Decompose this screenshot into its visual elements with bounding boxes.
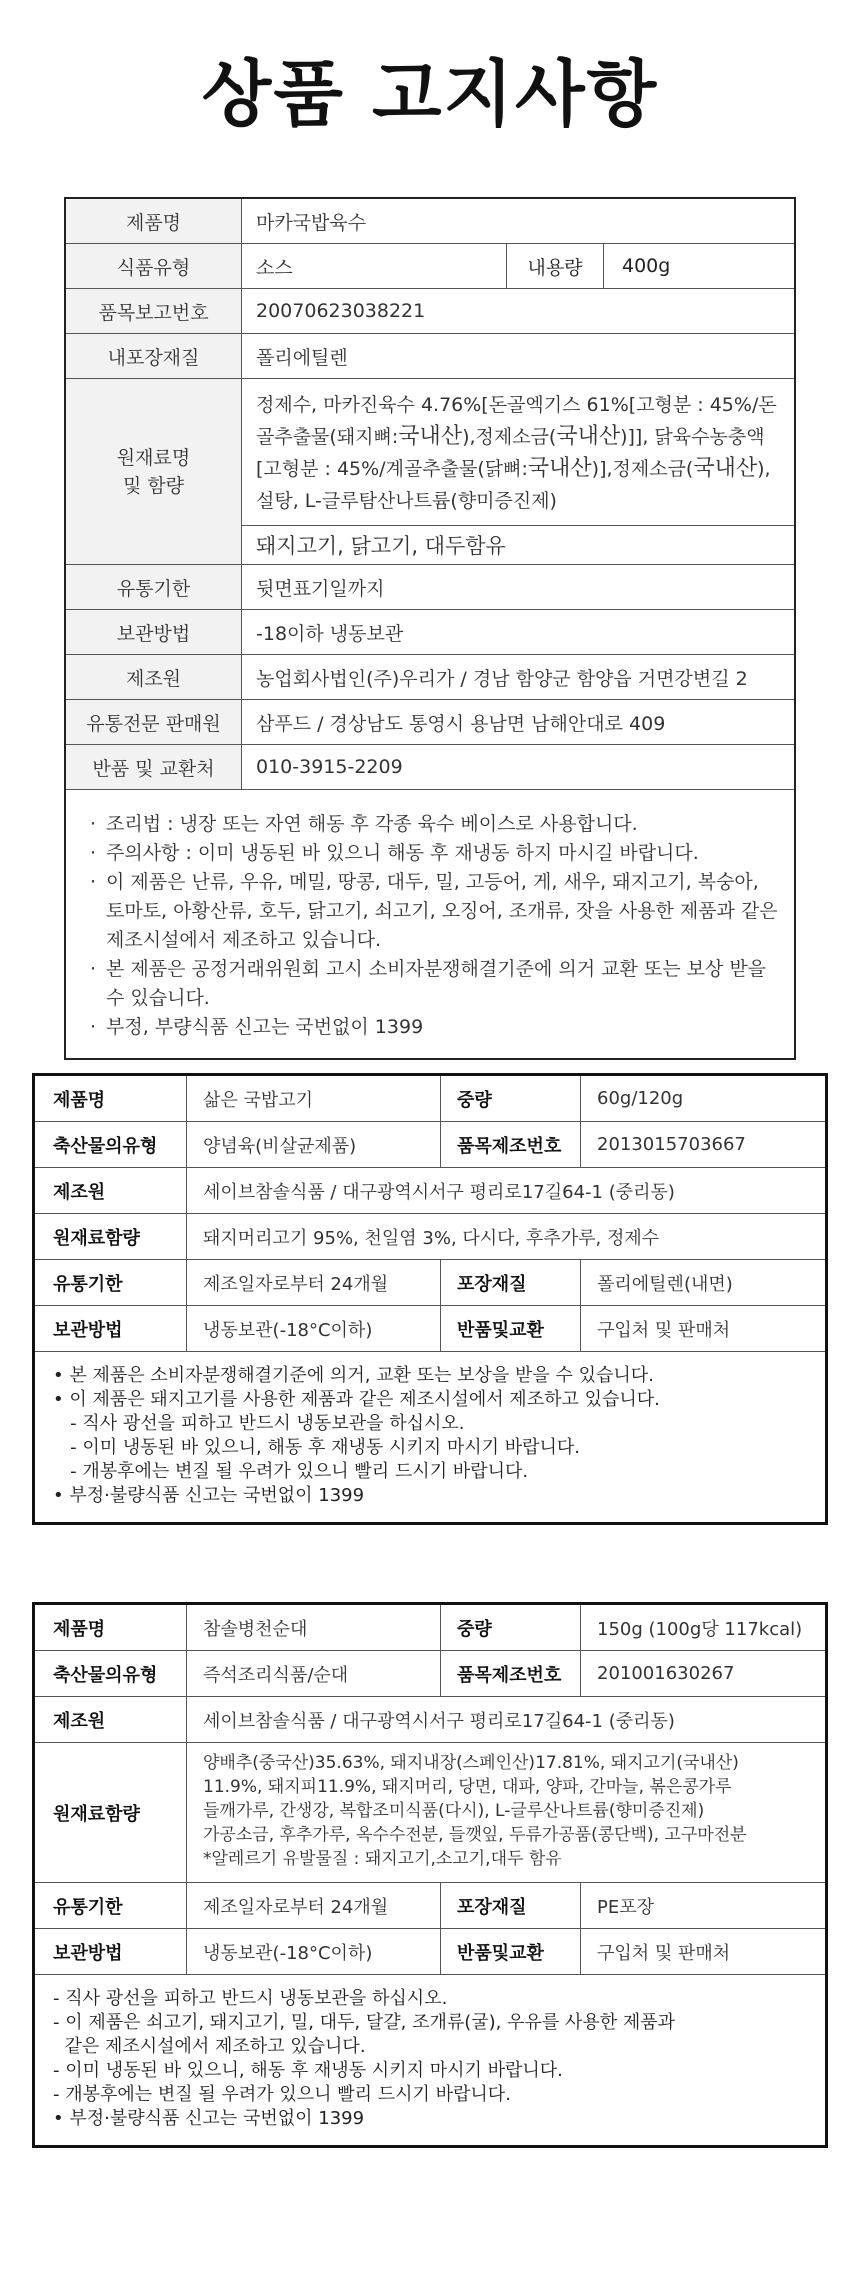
table-row — [35, 1697, 825, 1743]
row-label: 제조원 — [35, 1697, 187, 1742]
table-row — [35, 1651, 825, 1697]
ingredients-segment: ), 설탕, L-글루탐산나트륨(향미증진제) — [256, 458, 771, 512]
table-row — [35, 1214, 825, 1260]
manufacturer: 세이브참솔식품 / 대구광역시서구 평리로17길64-1 (중리동) — [203, 1710, 675, 1732]
table-row — [66, 700, 794, 745]
row-label: 제품명 — [66, 199, 242, 243]
note-item: - 이미 냉동된 바 있으니, 해동 후 재냉동 시키지 마시기 바랍니다. — [53, 2060, 563, 2081]
report-number: 201001630267 — [597, 1663, 735, 1684]
allergy-info: 돼지고기, 닭고기, 대두함유 — [256, 534, 506, 558]
note-item: - 이 제품은 쇠고기, 돼지고기, 밀, 대두, 달걀, 조개류(굴), 우유를 사용한 제품과 — [53, 2012, 676, 2033]
row-label: 반품 및 교환처 — [66, 745, 242, 789]
row-label: 품목보고번호 — [66, 289, 242, 333]
table-row — [66, 199, 794, 244]
ingredients-label — [66, 379, 242, 564]
table-row — [66, 565, 794, 610]
row-label: 보관방법 — [35, 1306, 187, 1351]
ingredients-segment: 정제수, 마카진육수 4.76%[돈골엑기스 61%[고형분 : 45%/돈골추출물(돼지뼈: — [256, 394, 777, 448]
packaging-material: PE포장 — [597, 1896, 655, 1918]
note-item: - 이미 냉동된 바 있으니, 해동 후 재냉동 시키지 마시기 바랍니다. — [53, 1437, 581, 1458]
row-label: 내용량 — [506, 244, 604, 288]
row-label: 반품및교환 — [441, 1929, 581, 1974]
table-row — [66, 244, 794, 289]
ingredients-segment: ),정제소금( — [462, 426, 557, 448]
note-item: · 주의사항 : 이미 냉동된 바 있으니 해동 후 재냉동 하지 마시길 바랍니다. — [88, 839, 782, 868]
weight: 60g/120g — [597, 1088, 684, 1109]
product-type: 양념육(비살균제품) — [187, 1122, 441, 1167]
ingredients-segment: )]], 닭육수농충액[고형분 : 45%/계골추출물(닭뼈: — [256, 426, 765, 480]
row-label: 제품명 — [35, 1605, 187, 1650]
notes-box — [35, 1975, 825, 2145]
product-name: 삶은 국밥고기 — [187, 1076, 441, 1121]
ingredients-label-line: 및 함량 — [122, 474, 185, 497]
note-item: - 개봉후에는 변질 될 우려가 있으니 빨리 드시기 바랍니다. — [53, 2084, 511, 2105]
product-name: 참솔병천순대 — [187, 1605, 441, 1650]
row-label: 중량 — [441, 1605, 581, 1650]
table-row — [35, 1883, 825, 1929]
note-item: - 직사 광선을 피하고 반드시 냉동보관을 하십시오. — [53, 1988, 448, 2009]
row-label: 식품유형 — [66, 244, 242, 288]
row-label: 원재료함량 — [35, 1214, 187, 1259]
ingredients-cell — [242, 379, 794, 564]
table-row — [35, 1929, 825, 1975]
return-contact: 구입처 및 판매처 — [597, 1942, 731, 1964]
note-item: 같은 제조시설에서 제조하고 있습니다. — [53, 2036, 366, 2057]
table-row — [35, 1076, 825, 1122]
product-info-table-3 — [32, 1602, 828, 2148]
ingredients-text — [187, 1743, 825, 1882]
note-item: • 본 제품은 소비자분쟁해결기준에 의거, 교환 또는 보상을 받을 수 있습니다. — [53, 1365, 654, 1386]
row-label: 유통기한 — [66, 565, 242, 609]
table-row — [35, 1306, 825, 1352]
content-amount: 400g — [622, 255, 671, 277]
row-label: 제조원 — [35, 1168, 187, 1213]
notes-box — [66, 790, 794, 1058]
note-item: • 이 제품은 돼지고기를 사용한 제품과 같은 제조시설에서 제조하고 있습니다. — [53, 1389, 660, 1410]
manufacturer: 세이브참솔식품 / 대구광역시서구 평리로17길64-1 (중리동) — [203, 1181, 675, 1203]
table-row — [35, 1260, 825, 1306]
report-number: 20070623038221 — [256, 300, 426, 322]
table-row — [66, 379, 794, 565]
note-item: - 개봉후에는 변질 될 우려가 있으니 빨리 드시기 바랍니다. — [53, 1461, 529, 1482]
table-row — [35, 1605, 825, 1651]
report-number: 2013015703667 — [597, 1134, 746, 1155]
row-label: 품목제조번호 — [441, 1122, 581, 1167]
expiry-date: 뒷면표기일까지 — [256, 577, 385, 600]
expiry-date: 제조일자로부터 24개월 — [187, 1260, 441, 1305]
return-contact: 010-3915-2209 — [256, 756, 403, 778]
storage-method: 냉동보관(-18°C이하) — [187, 1929, 441, 1974]
page-title: 상품 고지사항 — [201, 52, 659, 136]
product-info-table-2 — [32, 1073, 828, 1525]
ingredients-text — [242, 379, 794, 526]
table-row — [66, 610, 794, 655]
row-label: 유통전문 판매원 — [66, 700, 242, 744]
row-label: 중량 — [441, 1076, 581, 1121]
row-label: 품목제조번호 — [441, 1651, 581, 1696]
origin-highlight: 국내산 — [398, 424, 463, 449]
ingredients-label-line: 원재료명 — [116, 446, 191, 469]
storage-method: 냉동보관(-18°C이하) — [187, 1306, 441, 1351]
product-name: 마카국밥육수 — [256, 211, 367, 234]
ingredients-line: 11.9%, 돼지피11.9%, 돼지머리, 당면, 대파, 양파, 간마늘, 볶은콩가루 — [203, 1777, 732, 1797]
row-label: 포장재질 — [441, 1883, 581, 1928]
row-label: 유통기한 — [35, 1883, 187, 1928]
table-row — [35, 1743, 825, 1883]
row-label: 축산물의유형 — [35, 1122, 187, 1167]
product-info-table-1 — [64, 197, 796, 1060]
note-item: · 조리법 : 냉장 또는 자연 해동 후 각종 육수 베이스로 사용합니다. — [88, 810, 782, 839]
manufacturer: 농업회사법인(주)우리가 / 경남 함양군 함양읍 거면강변길 2 — [256, 667, 748, 690]
note-item: · 부정, 부량식품 신고는 국번없이 1399 — [88, 1013, 782, 1042]
ingredients-line: 양배추(중국산)35.63%, 돼지내장(스페인산)17.81%, 돼지고기(국내산) — [203, 1753, 739, 1773]
origin-highlight: 국내산 — [556, 424, 621, 449]
note-item: • 부정·불량식품 신고는 국번없이 1399 — [53, 2108, 365, 2129]
origin-highlight: 국내산 — [693, 456, 758, 481]
weight: 150g (100g당 117kcal) — [597, 1618, 803, 1640]
table-row — [66, 334, 794, 379]
food-type: 소스 — [256, 256, 293, 279]
row-label: 내포장재질 — [66, 334, 242, 378]
notes-box — [35, 1352, 825, 1522]
note-item: - 직사 광선을 피하고 반드시 냉동보관을 하십시오. — [53, 1413, 465, 1434]
table-row — [66, 655, 794, 700]
row-label: 제품명 — [35, 1076, 187, 1121]
packaging-material: 폴리에틸렌(내면) — [597, 1273, 733, 1295]
table-row — [35, 1168, 825, 1214]
row-label: 반품및교환 — [441, 1306, 581, 1351]
table-row — [35, 1122, 825, 1168]
storage-method: -18이하 냉동보관 — [256, 622, 404, 645]
row-label: 제조원 — [66, 655, 242, 699]
origin-highlight: 국내산 — [527, 456, 592, 481]
ingredients-text: 돼지머리고기 95%, 천일염 3%, 다시다, 후추가루, 정제수 — [203, 1227, 660, 1249]
expiry-date: 제조일자로부터 24개월 — [187, 1883, 441, 1928]
table-row — [66, 289, 794, 334]
note-item: • 부정·불량식품 신고는 국번없이 1399 — [53, 1485, 365, 1506]
row-label: 포장재질 — [441, 1260, 581, 1305]
distributor: 삼푸드 / 경상남도 통영시 용남면 남해안대로 409 — [256, 712, 666, 735]
ingredients-line: 가공소금, 후추가루, 옥수수전분, 들깻잎, 두류가공품(콩단백), 고구마전분 — [203, 1825, 747, 1845]
product-type: 즉석조리식품/순대 — [187, 1651, 441, 1696]
allergy-info: *알레르기 유발물질 : 돼지고기,소고기,대두 함유 — [203, 1849, 562, 1869]
note-item: · 본 제품은 공정거래위원회 고시 소비자분쟁해결기준에 의거 교환 또는 보상 받을 수 있습니다. — [88, 955, 782, 1013]
packaging-material: 폴리에틸렌 — [256, 346, 348, 369]
note-item: · 이 제품은 난류, 우유, 메밀, 땅콩, 대두, 밀, 고등어, 게, 새우, 돼지고기, 복숭아, 토마토, 아황산류, 호두, 닭고기, 쇠고기, 오징어, 조개류, 잣을 사용한 제품과 같은 제조시설에서 제조하고 있습니다. — [88, 868, 782, 955]
ingredients-segment: )],정제소금( — [591, 458, 694, 480]
row-label: 유통기한 — [35, 1260, 187, 1305]
table-row — [66, 745, 794, 790]
ingredients-line: 들깨가루, 간생강, 복합조미식품(다시), L-글루산나트륨(향미증진제) — [203, 1801, 705, 1821]
return-contact: 구입처 및 판매처 — [597, 1319, 731, 1341]
row-label: 원재료함량 — [35, 1743, 187, 1882]
row-label: 축산물의유형 — [35, 1651, 187, 1696]
row-label: 보관방법 — [66, 610, 242, 654]
row-label: 보관방법 — [35, 1929, 187, 1974]
